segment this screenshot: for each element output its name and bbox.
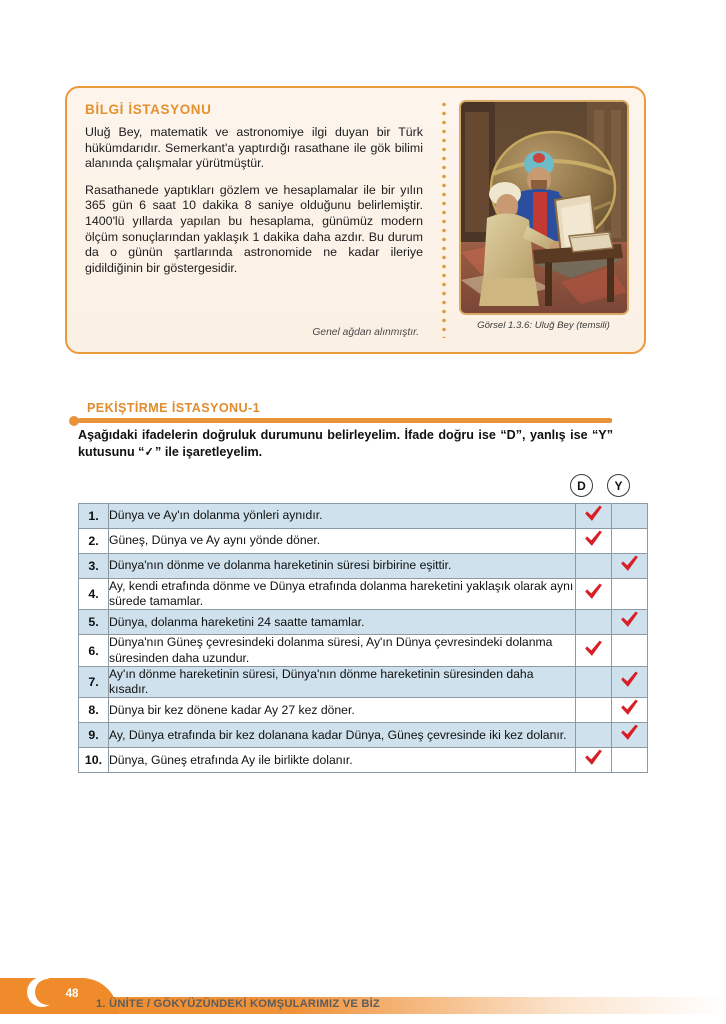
observatory-scene-icon	[461, 102, 627, 313]
info-station-paragraph-1: Uluğ Bey, matematik ve astronomiye ilgi duyan bir Türk hükümdarıdır. Semerkant'a yaptırdığı rasathane ile gök bilimi alanında çalışmalar yürütmüştür.	[85, 125, 423, 171]
answer-cell-true[interactable]	[576, 529, 612, 554]
check-mark-icon	[619, 610, 640, 629]
illustration-caption: Görsel 1.3.6: Uluğ Bey (temsili)	[477, 320, 610, 331]
row-number: 9.	[79, 723, 109, 748]
answer-cell-false[interactable]	[612, 666, 648, 697]
row-number: 8.	[79, 698, 109, 723]
table-row	[79, 723, 648, 748]
page-footer	[0, 978, 726, 1024]
table-row	[79, 529, 648, 554]
column-header-true: D	[570, 474, 593, 497]
table-row	[79, 504, 648, 529]
column-header-false: Y	[607, 474, 630, 497]
page-number-badge: 48	[59, 981, 85, 1007]
answer-cell-true[interactable]	[576, 666, 612, 697]
check-mark-icon	[619, 554, 640, 573]
answer-cell-true[interactable]	[576, 504, 612, 529]
answer-cell-true[interactable]	[576, 698, 612, 723]
info-station-title: BİLGİ İSTASYONU	[85, 102, 212, 117]
instruction-text	[78, 427, 613, 460]
check-mark-icon	[583, 504, 604, 523]
row-number: 1.	[79, 504, 109, 529]
answer-cell-false[interactable]	[612, 504, 648, 529]
check-mark-icon	[583, 748, 604, 767]
true-false-table	[78, 503, 648, 773]
table-row	[79, 635, 648, 666]
info-station-credit: Genel ağdan alınmıştır.	[312, 327, 419, 338]
check-mark-icon	[583, 639, 604, 658]
check-mark-icon	[619, 723, 640, 742]
answer-cell-false[interactable]	[612, 610, 648, 635]
row-number: 5.	[79, 610, 109, 635]
instruction-part-1: Aşağıdaki ifadelerin doğruluk durumunu belirleyelim. İfade doğru ise “D”, yanlış ise “Y” kutusunu “	[78, 428, 613, 459]
check-mark-icon	[619, 670, 640, 689]
table-row	[79, 698, 648, 723]
row-number: 10.	[79, 748, 109, 773]
answer-cell-true[interactable]	[576, 610, 612, 635]
answer-cell-false[interactable]	[612, 529, 648, 554]
crescent-moon-cutout-icon	[35, 979, 61, 1005]
row-statement: Dünya, Güneş etrafında Ay ile birlikte dolanır.	[109, 748, 576, 773]
table-row	[79, 554, 648, 579]
answer-cell-true[interactable]	[576, 748, 612, 773]
info-station-box	[65, 86, 646, 354]
row-statement: Ay, Dünya etrafında bir kez dolanana kadar Dünya, Güneş çevresinde iki kez dolanır.	[109, 723, 576, 748]
row-number: 2.	[79, 529, 109, 554]
table-row	[79, 748, 648, 773]
ulug-bey-illustration	[459, 100, 629, 315]
instruction-check-glyph: ✓	[145, 444, 155, 459]
section-heading-bar	[78, 418, 612, 423]
answer-cell-false[interactable]	[612, 635, 648, 666]
row-number: 4.	[79, 579, 109, 610]
section-heading	[78, 401, 612, 423]
answer-cell-false[interactable]	[612, 554, 648, 579]
row-number: 6.	[79, 635, 109, 666]
row-statement: Ay'ın dönme hareketinin süresi, Dünya'nın dönme hareketinin süresinden daha kısadır.	[109, 666, 576, 697]
table-row	[79, 666, 648, 697]
check-mark-icon	[583, 582, 604, 601]
answer-cell-false[interactable]	[612, 723, 648, 748]
answer-cell-false[interactable]	[612, 579, 648, 610]
row-statement: Dünya'nın Güneş çevresindeki dolanma süresi, Ay'ın Dünya çevresindeki dolanma süresinden daha uzundur.	[109, 635, 576, 666]
row-statement: Dünya bir kez dönene kadar Ay 27 kez döner.	[109, 698, 576, 723]
info-station-text-column	[67, 88, 439, 352]
table-row	[79, 610, 648, 635]
instruction-part-2: ” ile işaretleyelim.	[155, 444, 263, 459]
row-number: 3.	[79, 554, 109, 579]
row-statement: Dünya, dolanma hareketini 24 saatte tamamlar.	[109, 610, 576, 635]
answer-cell-false[interactable]	[612, 698, 648, 723]
answer-column-headers	[78, 474, 648, 500]
row-number: 7.	[79, 666, 109, 697]
row-statement: Dünya'nın dönme ve dolanma hareketinin süresi birbirine eşittir.	[109, 554, 576, 579]
info-station-paragraph-2: Rasathanede yaptıkları gözlem ve hesaplamalar ile bir yılın 365 gün 6 saat 10 dakika 8 saniye olduğunu belirlemiştir. 1400'lü yıllarda yapılan bu hesaplama, günümüz modern ölçüm sonuçlarından yaklaşık 1 dakika daha azdır. Bu durum da o günün şartlarında astronomide ne kadar ileriye gidildiğinin bir göstergesidir.	[85, 182, 423, 275]
footer-unit-label: 1. ÜNİTE / GÖKYÜZÜNDEKİ KOMŞULARIMIZ VE BİZ	[96, 998, 380, 1010]
check-mark-icon	[619, 698, 640, 717]
row-statement: Ay, kendi etrafında dönme ve Dünya etrafında dolanma hareketini yaklaşık olarak aynı sürede tamamlar.	[109, 579, 576, 610]
row-statement: Güneş, Dünya ve Ay aynı yönde döner.	[109, 529, 576, 554]
table-row	[79, 579, 648, 610]
row-statement: Dünya ve Ay'ın dolanma yönleri aynıdır.	[109, 504, 576, 529]
answer-cell-false[interactable]	[612, 748, 648, 773]
info-station-image-column	[449, 88, 644, 352]
answer-cell-true[interactable]	[576, 635, 612, 666]
true-false-table-body	[79, 504, 648, 773]
answer-cell-true[interactable]	[576, 579, 612, 610]
check-mark-icon	[583, 529, 604, 548]
answer-cell-true[interactable]	[576, 554, 612, 579]
section-heading-label: PEKİŞTİRME İSTASYONU-1	[87, 401, 261, 415]
dotted-divider	[439, 100, 449, 338]
answer-cell-true[interactable]	[576, 723, 612, 748]
